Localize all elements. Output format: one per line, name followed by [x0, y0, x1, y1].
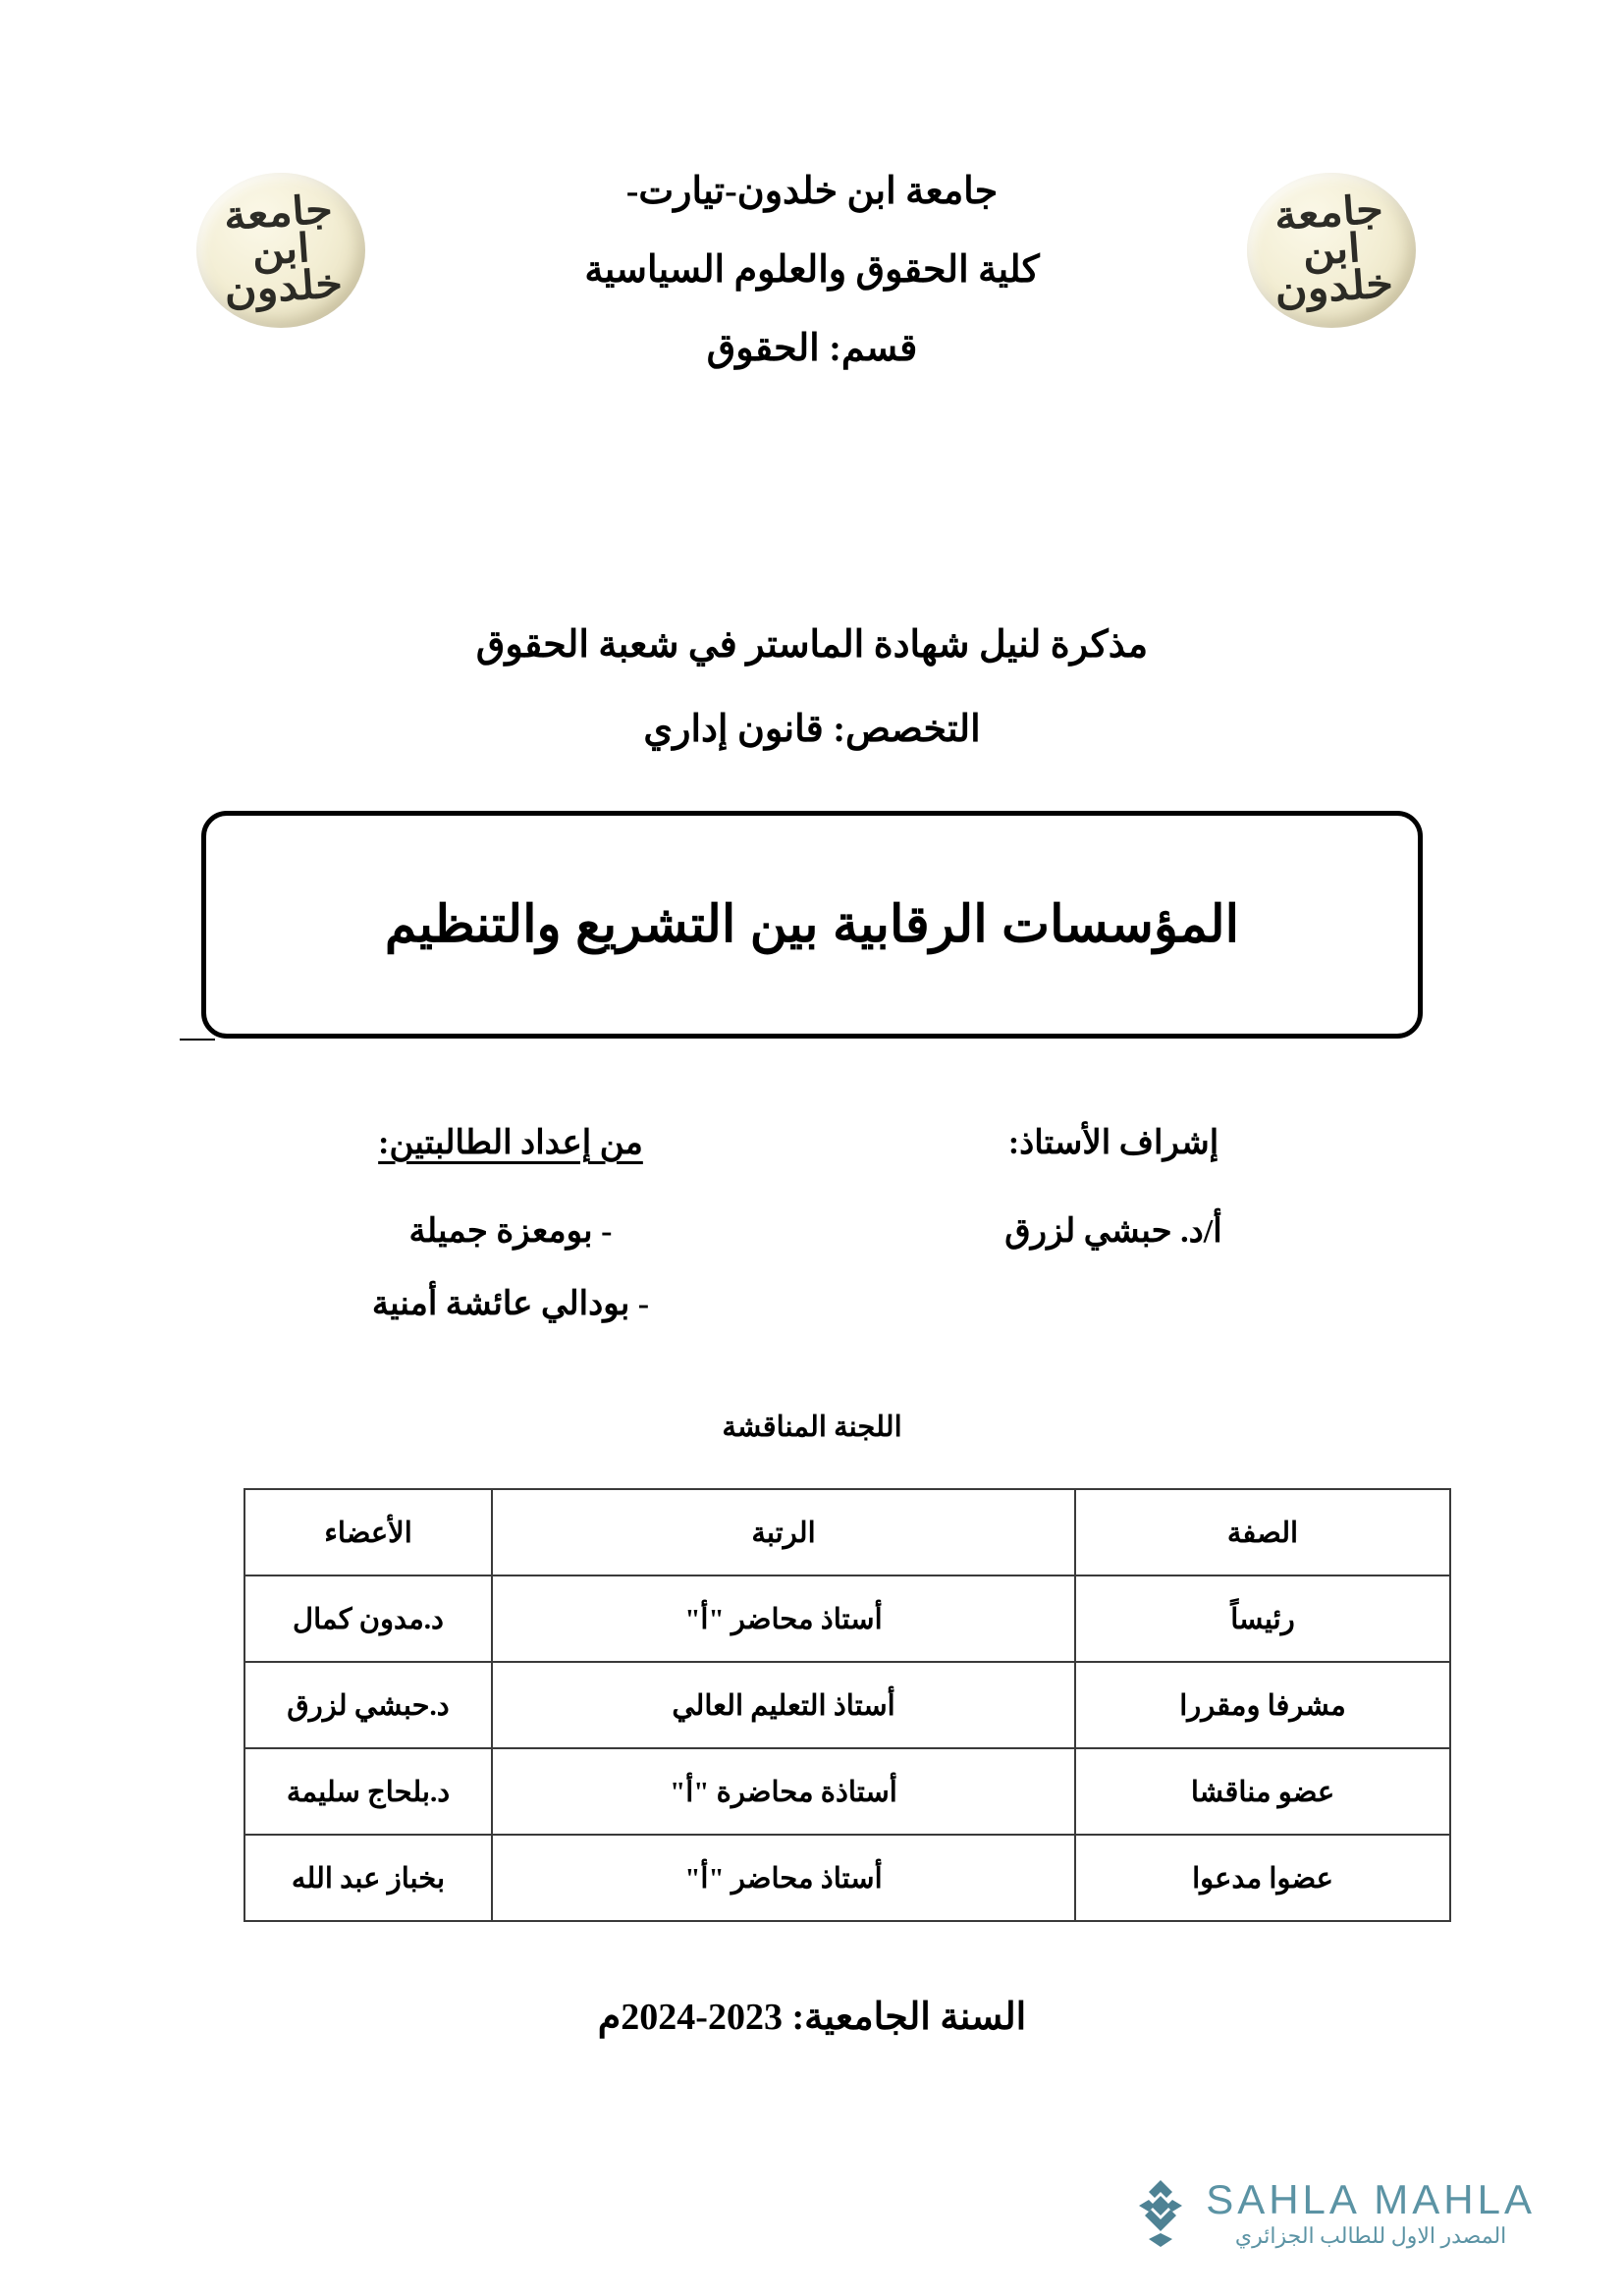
table-row	[244, 1575, 1450, 1662]
cell-rutba-4: أستاذ محاضر "أ"	[492, 1835, 1075, 1921]
university-crest-right-icon	[1247, 173, 1416, 328]
title-box-tick-mark	[180, 1039, 215, 1041]
footer-tagline: المصدر الاول للطالب الجزائري	[1234, 2223, 1507, 2248]
supervisor-heading: إشراف الأستاذ:	[1007, 1125, 1219, 1161]
supervisor-column	[848, 1127, 1379, 1249]
degree-statement: مذكرة لنيل شهادة الماستر في شعبة الحقوق	[475, 624, 1149, 666]
cell-sifa-4: عضوا مدعوا	[1075, 1835, 1450, 1921]
thesis-title-box	[201, 811, 1423, 1039]
authors-supervisor-row	[245, 1127, 1379, 1321]
sahla-mahla-watermark	[1133, 2175, 1536, 2249]
cell-member-1: د.مدون كمال	[244, 1575, 492, 1662]
cell-member-3: د.بلحاج سليمة	[244, 1748, 492, 1835]
department-name: قسم: الحقوق	[706, 328, 918, 369]
faculty-name: كلية الحقوق والعلوم السياسية	[584, 249, 1040, 291]
academic-year: السنة الجامعية: 2023-2024م	[597, 1997, 1027, 2038]
cell-member-4: بخباز عبد الله	[244, 1835, 492, 1921]
supervisor-name: أ/د. حبشي لزرق	[1004, 1213, 1222, 1250]
committee-caption: اللجنة المناقشة	[722, 1412, 902, 1443]
column-header-sifa: الصفة	[1075, 1489, 1450, 1575]
students-column	[245, 1127, 776, 1321]
specialization-line: التخصص: قانون إداري	[643, 709, 981, 750]
institution-lines	[373, 173, 1251, 367]
student-name-1: - بومعزة جميلة	[408, 1213, 613, 1250]
table-row	[244, 1748, 1450, 1835]
cell-sifa-2: مشرفا ومقررا	[1075, 1662, 1450, 1748]
thesis-title-container	[201, 811, 1423, 1039]
cell-rutba-1: أستاذ محاضر "أ"	[492, 1575, 1075, 1662]
column-header-member: الأعضاء	[244, 1489, 492, 1575]
thesis-title: المؤسسات الرقابية بين التشريع والتنظيم	[384, 895, 1240, 953]
cell-sifa-1: رئيساً	[1075, 1575, 1450, 1662]
header-area	[0, 173, 1624, 467]
cell-member-2: د.حبشي لزرق	[244, 1662, 492, 1748]
crest-right-calligraphy: جامعة ابن خلدون	[1272, 186, 1395, 315]
footer-brand-name: SAHLA MAHLA	[1206, 2175, 1536, 2222]
diamond-star-logo-icon	[1133, 2178, 1188, 2249]
university-name: جامعة ابن خلدون-تيارت-	[625, 171, 999, 212]
committee-table	[244, 1488, 1451, 1922]
footer-wordmark	[1206, 2175, 1536, 2249]
column-header-rutba: الرتبة	[492, 1489, 1075, 1575]
degree-block	[177, 626, 1447, 748]
student-name-2: - بودالي عائشة أمنية	[371, 1286, 650, 1322]
crest-left-calligraphy: جامعة ابن خلدون	[222, 186, 345, 315]
cell-rutba-2: أستاذ التعليم العالي	[492, 1662, 1075, 1748]
university-crest-left-icon	[196, 173, 365, 328]
table-row	[244, 1662, 1450, 1748]
table-row	[244, 1835, 1450, 1921]
table-header-row	[244, 1489, 1450, 1575]
students-heading: من إعداد الطالبتين:	[378, 1125, 643, 1161]
cell-rutba-3: أستاذة محاضرة "أ"	[492, 1748, 1075, 1835]
cell-sifa-3: عضو مناقشا	[1075, 1748, 1450, 1835]
